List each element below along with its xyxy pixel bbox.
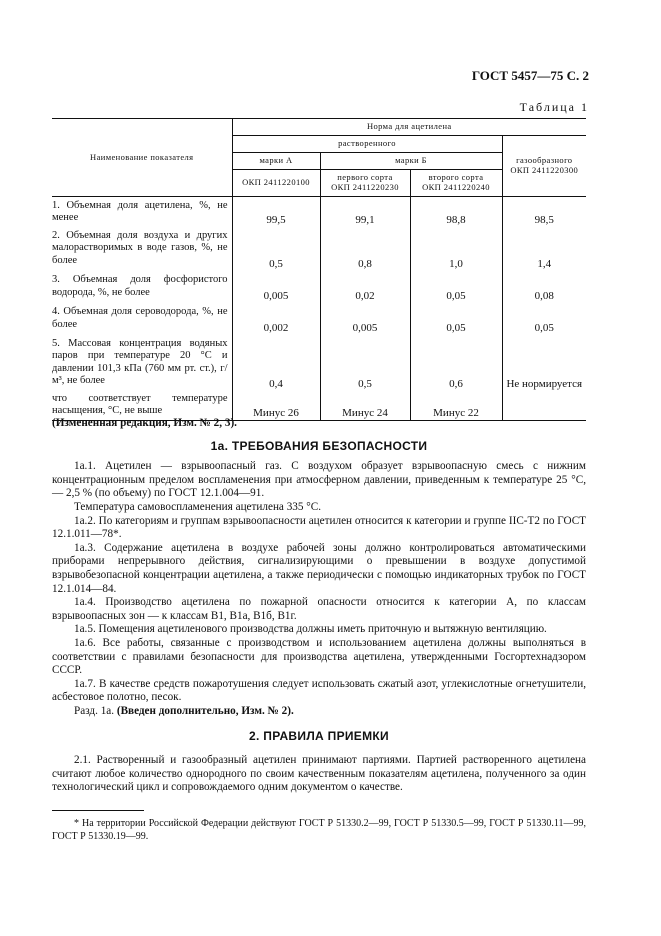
- footnote-rule: [52, 810, 144, 811]
- value-gaseous: [502, 391, 586, 421]
- table-row: [52, 271, 586, 303]
- table-row: [52, 303, 586, 335]
- footnote-text: * На территории Российской Федерации действуют ГОСТ Р 51330.2—99, ГОСТ Р 51330.5—99, ГОСТ Р 51330.11—99, ГОСТ Р 51330.19—99.: [52, 818, 586, 842]
- value-gaseous: 98,5: [502, 197, 586, 227]
- value-grade-b1: 0,8: [320, 227, 410, 271]
- value-grade-a: 0,5: [232, 227, 320, 271]
- col-header-norm: Норма для ацетилена: [232, 119, 586, 136]
- value-grade-b1: 0,02: [320, 271, 410, 303]
- note-text: (Введен дополнительно, Изм. № 2).: [116, 704, 294, 717]
- paragraph-1a-6: 1а.6. Все работы, связанные с производством и использованием ацетилена должны выполняться в соответствии с правилами безопасности для производства ацетилена, утвержденными Госгортехнадзором СССР.: [52, 636, 586, 677]
- note-prefix: Разд. 1а.: [74, 704, 115, 717]
- col-header-gaseous: [502, 136, 586, 197]
- value-grade-b1: Минус 24: [320, 391, 410, 421]
- section-1a-title: 1а. ТРЕБОВАНИЯ БЕЗОПАСНОСТИ: [210, 438, 428, 453]
- paragraph-1a-7: 1а.7. В качестве средств пожаротушения следует использовать сжатый азот, углекислотные огнетушители, асбестовое полотно, песок.: [52, 677, 586, 704]
- value-grade-b1: 99,1: [320, 197, 410, 227]
- value-grade-b1: 0,005: [320, 303, 410, 335]
- standard-code: ГОСТ 5457—75 С. 2: [471, 68, 589, 83]
- col-header-grade-a-okp: ОКП 2411220100: [232, 170, 320, 197]
- row-name: что соответствует температуре насыщения, °С, не выше: [52, 391, 232, 421]
- col-header-grade-b2: [410, 170, 502, 197]
- col-header-grade-b1: [320, 170, 410, 197]
- value-grade-a: 0,005: [232, 271, 320, 303]
- value-grade-a: 99,5: [232, 197, 320, 227]
- section-1a-note: [52, 705, 586, 719]
- col-header-dissolved: растворенного: [232, 136, 502, 153]
- footnote: [52, 810, 586, 843]
- value-grade-b2: Минус 22: [410, 391, 502, 421]
- value-grade-b2: 98,8: [410, 197, 502, 227]
- paragraph-1a-1: 1а.1. Ацетилен — взрывоопасный газ. С воздухом образует взрывоопасную смесь с нижним концентрационным пределом воспламенения при атмосферном давлении, приведенным к температуре 25 °С, — 2,5 % (по объему) по ГОСТ 12.1.004—91.: [52, 460, 586, 500]
- gaseous-okp: ОКП 2411220300: [510, 165, 579, 175]
- amendment-note: (Измененная редакция, Изм. № 2, 3).: [52, 417, 237, 429]
- grade-b1-okp: ОКП 2411220230: [331, 182, 399, 192]
- paragraph-1a-4: 1а.4. Производство ацетилена по пожарной опасности относится к категории А, по классам взрывоопасных зон — к классам В1, В1а, В1б, В1г.: [52, 596, 586, 622]
- paragraph-2-1: 2.1. Растворенный и газообразный ацетилен принимают партиями. Партией растворенного ацетилена считают любое количество однородного по своим качественным показателям ацетилена, полученного за один технологический цикл и сопровождаемого одним документом о качестве.: [52, 754, 586, 794]
- table-row: [52, 335, 586, 391]
- col-header-indicator: Наименование показателя: [52, 119, 232, 197]
- table-row: [52, 227, 586, 271]
- value-gaseous: 0,08: [502, 271, 586, 303]
- spec-table: [52, 118, 586, 421]
- document-body: [52, 417, 586, 795]
- value-gaseous: 0,05: [502, 303, 586, 335]
- row-name: 2. Объемная доля воздуха и других малорастворимых в воде газов, %, не более: [52, 230, 228, 266]
- gaseous-label: газообразного: [516, 155, 573, 166]
- value-grade-a: 0,4: [232, 335, 320, 391]
- row-name: 1. Объемная доля ацетилена, %, не менее: [52, 199, 228, 223]
- paragraph-1a-3: 1а.3. Содержание ацетилена в воздухе рабочей зоны должно контролироваться автоматическими приборами непрерывного действия, сигнализирующими о превышении в воздухе допустимой взрывобезопасной концентрации ацетилена, а также периодически с помощью индикаторных трубок по ГОСТ 12.1.014—84.: [52, 541, 586, 595]
- value-grade-b2: 1,0: [410, 227, 502, 271]
- value-gaseous: Не нормируется: [502, 335, 586, 391]
- table-row: [52, 391, 586, 421]
- value-grade-b1: 0,5: [320, 335, 410, 391]
- grade-b1-label: первого сорта: [337, 172, 393, 183]
- value-gaseous: 1,4: [502, 227, 586, 271]
- grade-b2-okp: ОКП 2411220240: [422, 182, 490, 192]
- row-name: 5. Массовая концентрация водяных паров при температуре 20 °С и давлении 101,3 кПа (760 мм рт. ст.), г/м³, не более: [52, 338, 228, 386]
- value-grade-b2: 0,05: [410, 303, 502, 335]
- value-grade-b2: 0,6: [410, 335, 502, 391]
- paragraph-1a-5: 1а.5. Помещения ацетиленового производства должны иметь приточную и вытяжную вентиляцию.: [74, 623, 547, 636]
- section-2-title: 2. ПРАВИЛА ПРИЕМКИ: [249, 729, 389, 744]
- paragraph-1a-1b: Температура самовоспламенения ацетилена 335 °С.: [74, 500, 322, 513]
- row-name: 3. Объемная доля фосфористого водорода, %, не более: [52, 274, 228, 298]
- row-name: 4. Объемная доля сероводорода, %, не более: [52, 306, 228, 330]
- table-row: [52, 197, 586, 227]
- value-grade-b2: 0,05: [410, 271, 502, 303]
- grade-b2-label: второго сорта: [428, 172, 484, 183]
- col-header-grade-b: марки Б: [320, 153, 502, 170]
- col-header-grade-a: марки А: [232, 153, 320, 170]
- paragraph-1a-2: 1а.2. По категориям и группам взрывоопасности ацетилен относится к категории и группе IIС-Т2 по ГОСТ 12.1.011—78*.: [52, 514, 586, 541]
- value-grade-a: Минус 26: [232, 391, 320, 421]
- value-grade-a: 0,002: [232, 303, 320, 335]
- table-caption: Таблица 1: [519, 100, 589, 114]
